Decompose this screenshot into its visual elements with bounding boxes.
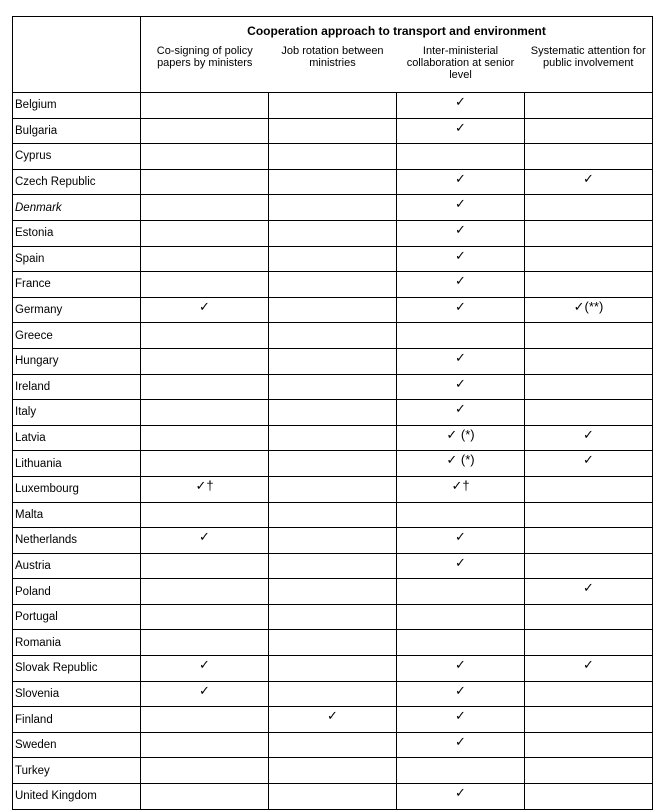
check-cell [525, 374, 653, 400]
table-row [13, 220, 653, 246]
table-row [13, 758, 653, 784]
table-row [13, 681, 653, 707]
check-cell [525, 604, 653, 630]
check-cell [141, 118, 269, 144]
check-cell: ✓ [397, 656, 525, 682]
column-header-row [13, 45, 653, 93]
table-row [13, 528, 653, 554]
check-cell [397, 144, 525, 170]
check-cell [141, 323, 269, 349]
table-row [13, 604, 653, 630]
table-row [13, 553, 653, 579]
check-cell: ✓† [141, 476, 269, 502]
column-header: Inter-ministerial collaboration at senior level [397, 45, 525, 93]
check-cell [525, 93, 653, 119]
table-row [13, 425, 653, 451]
country-cell: Slovak Republic [13, 656, 141, 682]
check-cell: ✓ [525, 656, 653, 682]
check-cell: ✓ [397, 348, 525, 374]
table-body [13, 93, 653, 810]
country-cell: Estonia [13, 220, 141, 246]
check-cell: ✓ [525, 451, 653, 477]
column-header: Job rotation between ministries [269, 45, 397, 93]
check-cell [269, 272, 397, 298]
country-cell: Poland [13, 579, 141, 605]
check-cell [525, 272, 653, 298]
check-cell [141, 630, 269, 656]
check-cell [397, 604, 525, 630]
check-cell: ✓ [269, 707, 397, 733]
check-cell [141, 195, 269, 221]
check-cell [525, 630, 653, 656]
check-cell [269, 502, 397, 528]
check-cell: ✓ [525, 425, 653, 451]
check-cell [525, 784, 653, 810]
check-cell [269, 630, 397, 656]
country-cell: Netherlands [13, 528, 141, 554]
check-cell [525, 681, 653, 707]
check-cell: ✓ [397, 195, 525, 221]
check-cell [269, 681, 397, 707]
check-cell [269, 425, 397, 451]
country-cell: Luxembourg [13, 476, 141, 502]
table-row [13, 348, 653, 374]
check-cell [141, 169, 269, 195]
check-cell: ✓ [397, 528, 525, 554]
column-header: Systematic attention for public involvement [525, 45, 653, 93]
table-row [13, 502, 653, 528]
table-row [13, 246, 653, 272]
check-cell [141, 758, 269, 784]
table-row [13, 93, 653, 119]
check-cell [141, 348, 269, 374]
column-header: Co-signing of policy papers by ministers [141, 45, 269, 93]
check-cell [141, 144, 269, 170]
check-cell [269, 220, 397, 246]
group-header: Cooperation approach to transport and environment [141, 17, 653, 46]
check-cell [269, 451, 397, 477]
check-cell [525, 732, 653, 758]
check-cell [141, 707, 269, 733]
check-cell [269, 400, 397, 426]
country-cell: Turkey [13, 758, 141, 784]
check-cell: ✓ [397, 220, 525, 246]
table-row [13, 732, 653, 758]
check-cell [269, 195, 397, 221]
check-cell: ✓ [525, 579, 653, 605]
check-cell [141, 246, 269, 272]
check-cell [525, 323, 653, 349]
check-cell: ✓ [397, 246, 525, 272]
country-cell: United Kingdom [13, 784, 141, 810]
check-cell [397, 502, 525, 528]
country-cell: Italy [13, 400, 141, 426]
check-cell [397, 630, 525, 656]
check-cell [525, 220, 653, 246]
check-cell: ✓ [141, 297, 269, 323]
country-cell: Germany [13, 297, 141, 323]
check-cell [141, 451, 269, 477]
check-cell: ✓ [397, 681, 525, 707]
check-cell [141, 272, 269, 298]
country-cell: Greece [13, 323, 141, 349]
table-row [13, 476, 653, 502]
country-cell: Sweden [13, 732, 141, 758]
country-cell: Bulgaria [13, 118, 141, 144]
table-row [13, 707, 653, 733]
cooperation-table [12, 16, 653, 810]
check-cell [397, 758, 525, 784]
check-cell [269, 118, 397, 144]
check-cell [141, 425, 269, 451]
check-cell [525, 476, 653, 502]
check-cell [141, 220, 269, 246]
check-cell [141, 93, 269, 119]
check-cell [141, 400, 269, 426]
check-cell [269, 169, 397, 195]
check-cell [141, 502, 269, 528]
country-cell: Cyprus [13, 144, 141, 170]
country-cell: Austria [13, 553, 141, 579]
check-cell [525, 195, 653, 221]
country-cell: Lithuania [13, 451, 141, 477]
check-cell: ✓ [397, 93, 525, 119]
check-cell: ✓ [525, 169, 653, 195]
country-cell: France [13, 272, 141, 298]
check-cell [269, 93, 397, 119]
check-cell [525, 553, 653, 579]
check-cell [141, 604, 269, 630]
check-cell [525, 707, 653, 733]
country-cell: Czech Republic [13, 169, 141, 195]
check-cell: ✓ [397, 553, 525, 579]
check-cell [269, 323, 397, 349]
check-cell: ✓ [141, 656, 269, 682]
table-row [13, 784, 653, 810]
check-cell [269, 656, 397, 682]
table-row [13, 374, 653, 400]
table-container [12, 16, 653, 810]
country-cell: Hungary [13, 348, 141, 374]
check-cell: ✓ [397, 707, 525, 733]
check-cell [269, 297, 397, 323]
table-row [13, 451, 653, 477]
check-cell [269, 579, 397, 605]
check-cell: ✓ [397, 272, 525, 298]
table-row [13, 579, 653, 605]
check-cell [141, 553, 269, 579]
check-cell [141, 732, 269, 758]
check-cell: ✓ [141, 681, 269, 707]
check-cell: ✓ [397, 400, 525, 426]
check-cell [397, 323, 525, 349]
check-cell: ✓ [397, 732, 525, 758]
check-cell [269, 348, 397, 374]
table-row [13, 118, 653, 144]
check-cell [269, 246, 397, 272]
table-row [13, 144, 653, 170]
country-cell: Romania [13, 630, 141, 656]
table-row [13, 297, 653, 323]
check-cell [525, 502, 653, 528]
check-cell [269, 476, 397, 502]
check-cell [525, 348, 653, 374]
country-cell: Malta [13, 502, 141, 528]
check-cell [525, 400, 653, 426]
table-row [13, 195, 653, 221]
country-cell: Belgium [13, 93, 141, 119]
table-row [13, 169, 653, 195]
country-cell: Ireland [13, 374, 141, 400]
check-cell [269, 528, 397, 554]
check-cell [397, 579, 525, 605]
check-cell [141, 579, 269, 605]
corner-cell-lower [13, 45, 141, 93]
check-cell: ✓ [397, 784, 525, 810]
check-cell [269, 144, 397, 170]
country-cell: Spain [13, 246, 141, 272]
corner-cell [13, 17, 141, 46]
check-cell [269, 732, 397, 758]
check-cell [269, 604, 397, 630]
country-cell: Portugal [13, 604, 141, 630]
table-row [13, 656, 653, 682]
check-cell: ✓† [397, 476, 525, 502]
table-row [13, 272, 653, 298]
check-cell [141, 374, 269, 400]
check-cell [525, 118, 653, 144]
check-cell [525, 758, 653, 784]
check-cell: ✓ (*) [397, 451, 525, 477]
check-cell: ✓ [397, 169, 525, 195]
table-row [13, 400, 653, 426]
check-cell [525, 144, 653, 170]
check-cell: ✓ [397, 297, 525, 323]
check-cell [269, 784, 397, 810]
country-cell: Latvia [13, 425, 141, 451]
check-cell: ✓ [141, 528, 269, 554]
check-cell: ✓ (*) [397, 425, 525, 451]
country-cell: Slovenia [13, 681, 141, 707]
check-cell: ✓ [397, 118, 525, 144]
check-cell [525, 246, 653, 272]
check-cell [269, 553, 397, 579]
check-cell [141, 784, 269, 810]
country-cell: Finland [13, 707, 141, 733]
check-cell: ✓(**) [525, 297, 653, 323]
table-row [13, 630, 653, 656]
check-cell: ✓ [397, 374, 525, 400]
country-cell: Denmark [13, 195, 141, 221]
check-cell [269, 758, 397, 784]
check-cell [525, 528, 653, 554]
group-header-row [13, 17, 653, 46]
table-row [13, 323, 653, 349]
check-cell [269, 374, 397, 400]
